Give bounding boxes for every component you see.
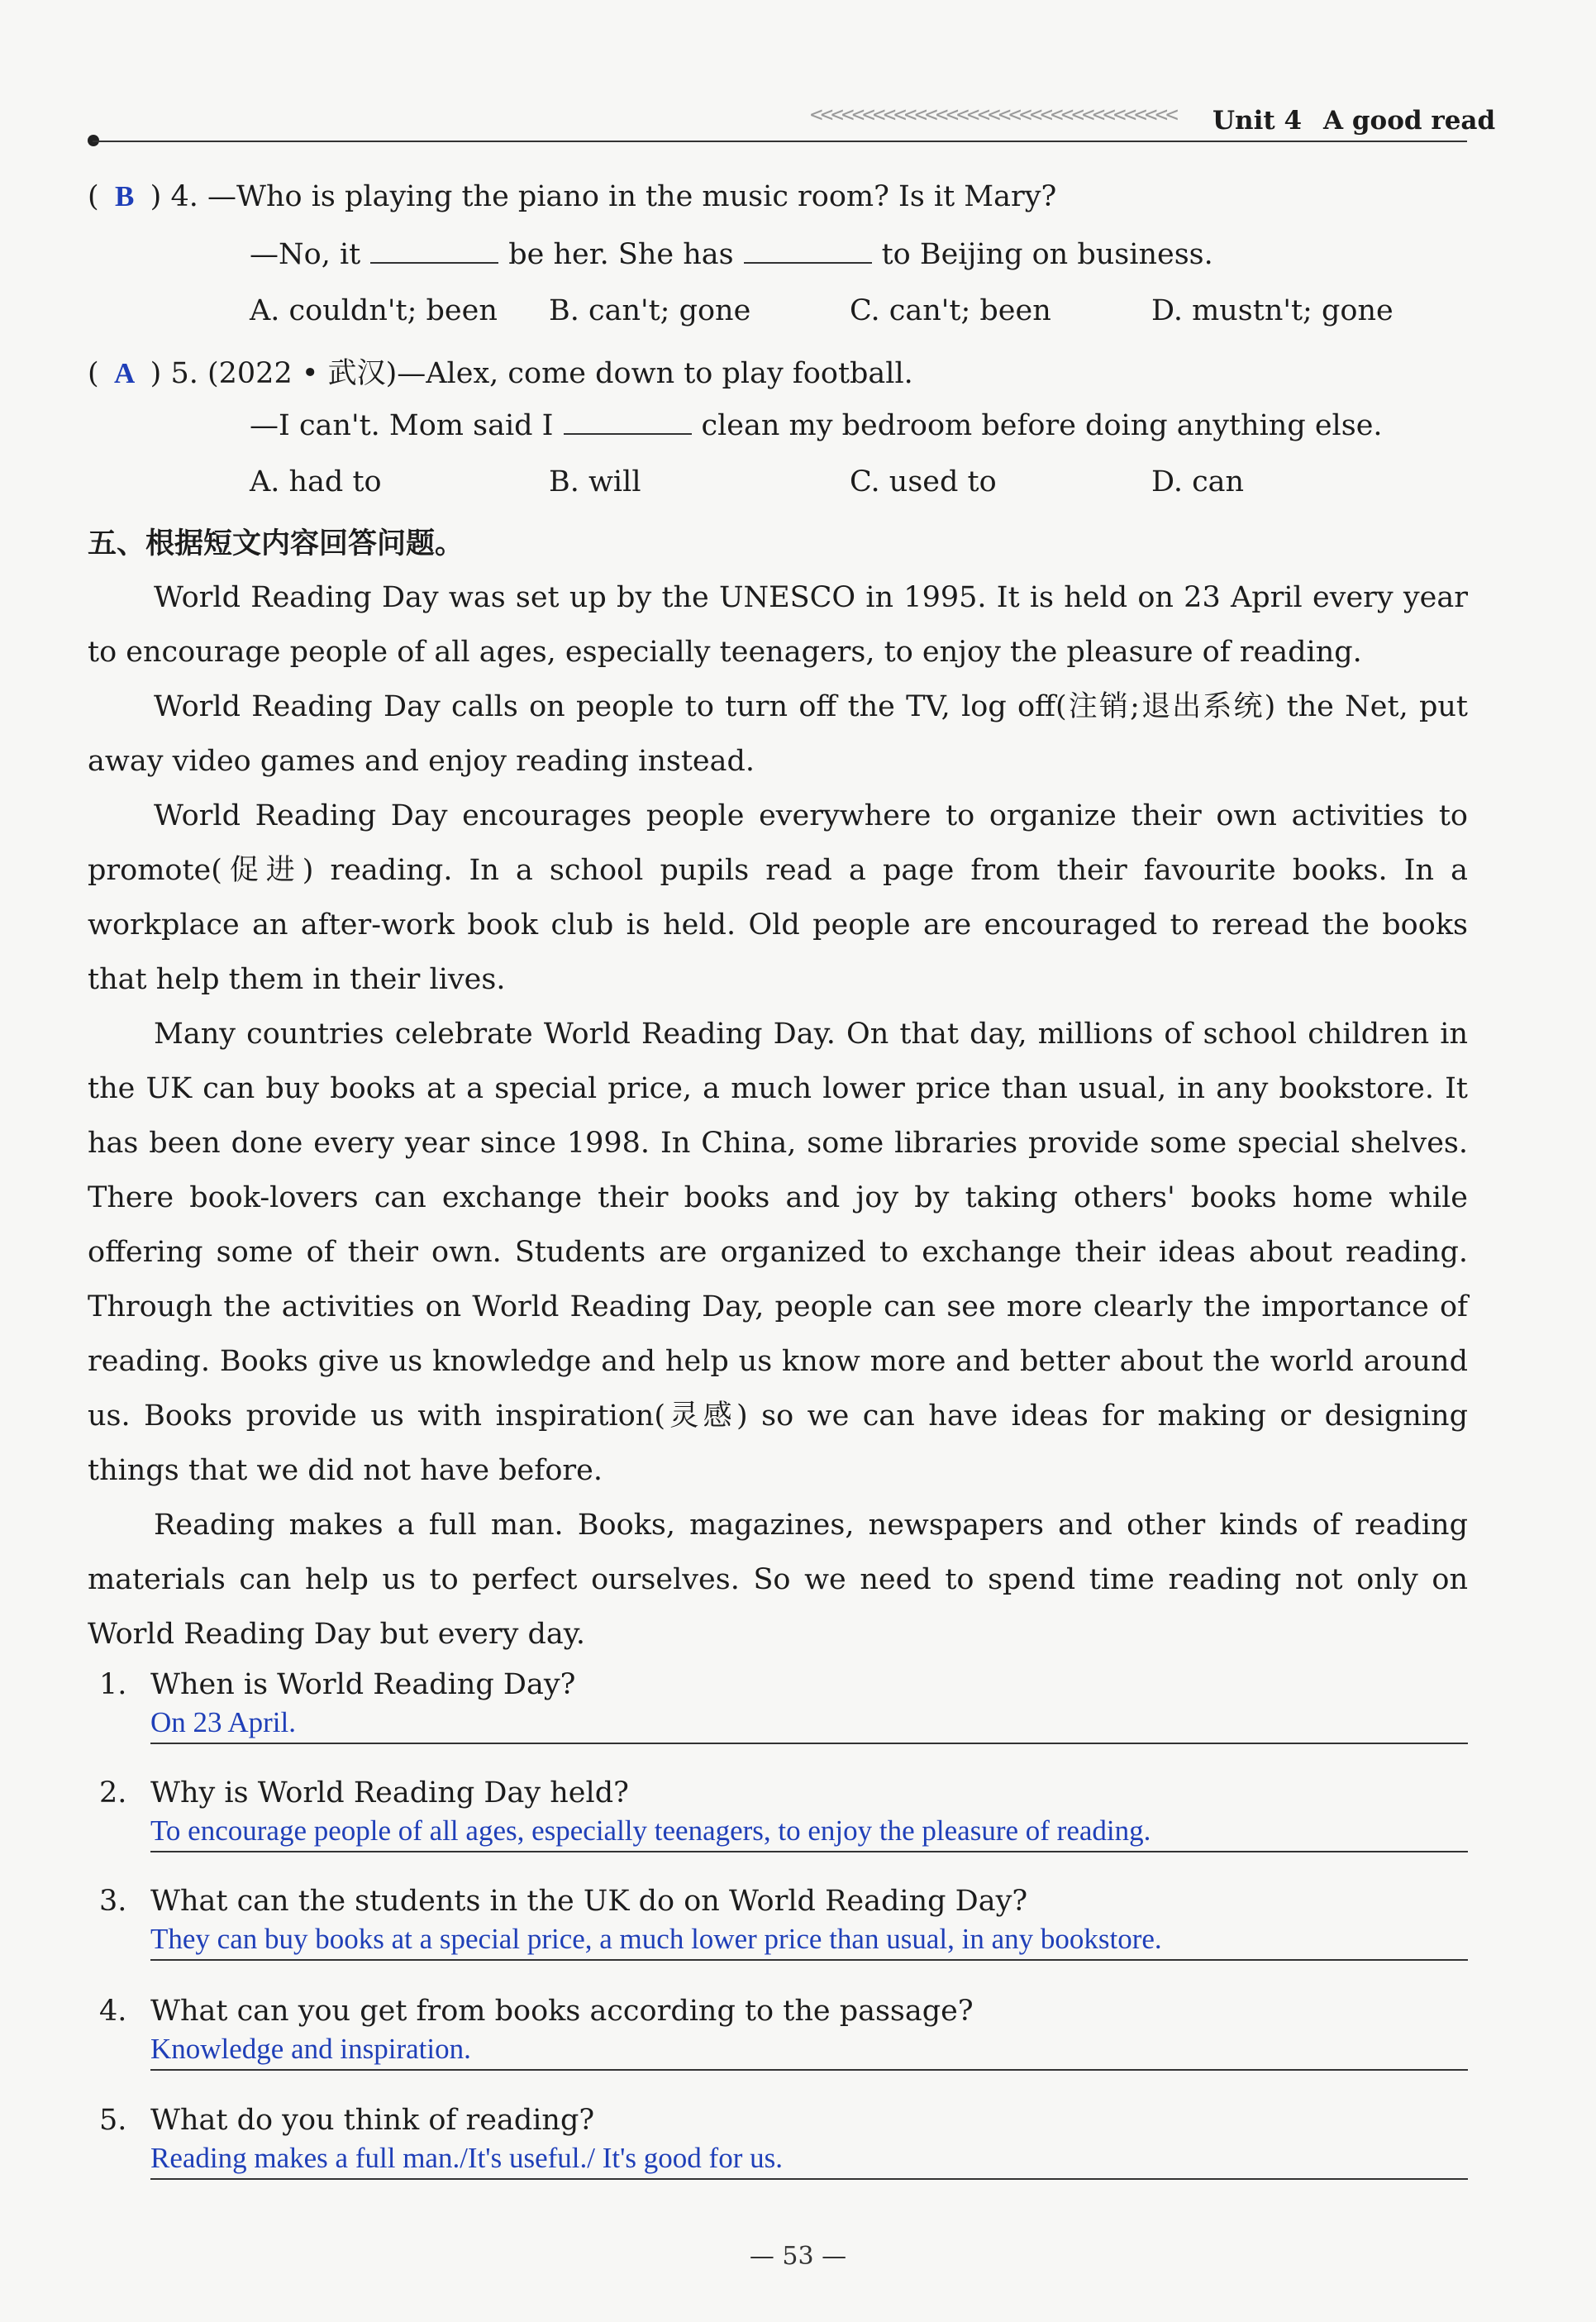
mc-question-4: ( B ) 4. —Who is playing the piano in the music room? Is it Mary?: [88, 180, 1057, 213]
mc4-text-c: to Beijing on business.: [881, 238, 1213, 271]
blank-field[interactable]: [370, 237, 498, 264]
question-1: [99, 1668, 1468, 1701]
mc5-option-c: C. used to: [850, 465, 997, 498]
question-text: What can you get from books according to the passage?: [150, 1995, 974, 2028]
mc4-text-b: be her. She has: [508, 238, 734, 271]
question-number: 2.: [99, 1776, 127, 1809]
passage-paragraph-2: World Reading Day calls on people to turn off the TV, log off(注销;退出系统) the Net, put away video games and enjoy reading instead.: [88, 690, 1468, 778]
question-4: [99, 1995, 1468, 2028]
question-3: [99, 1885, 1468, 1918]
header-decoration: <<<<<<<<<<<<<<<<<<<<<<<<<<<<<<<<<<<: [810, 103, 1176, 127]
mc5-option-b: B. will: [549, 465, 641, 498]
unit-title: A good read: [1323, 106, 1496, 136]
qa-item-5: [99, 2104, 1468, 2180]
passage-paragraph-5: Reading makes a full man. Books, magazines, newspapers and other kinds of reading materials can help us to perfect ourselves. So we need to spend time reading not only on World Reading Day but every day.: [88, 1509, 1468, 1651]
question-number: 1.: [99, 1668, 127, 1701]
mc4-option-c: C. can't; been: [850, 294, 1051, 327]
mc-number-4: 4.: [170, 180, 198, 213]
mc4-option-a: A. couldn't; been: [250, 294, 498, 327]
mc4-text-a: —No, it: [250, 238, 361, 271]
reading-passage: [88, 570, 1468, 1662]
question-text: When is World Reading Day?: [150, 1668, 576, 1701]
question-text: Why is World Reading Day held?: [150, 1776, 629, 1809]
passage-paragraph-4: Many countries celebrate World Reading Day. On that day, millions of school children in the UK can buy books at a special price, a much lower price than usual, in any bookstore. It has been done every year since 1998. In China, some libraries provide some special shelves. There book-lovers can exchange their books and joy by taking others' books home while offering some of their own. Students are organized to exchange their ideas about reading. Through the activities on World Reading Day, people can see more clearly the importance of reading. Books give us knowledge and help us know more and better about the world around us. Books provide us with inspiration(灵感) so we can have ideas for making or designing things that we did not have before.: [88, 1018, 1468, 1487]
mc5-option-a: A. had to: [250, 465, 382, 498]
mc-question-4-line2: [250, 237, 1213, 271]
question-text: What can the students in the UK do on World Reading Day?: [150, 1885, 1028, 1918]
mc-question-4-text: —Who is playing the piano in the music room? Is it Mary?: [207, 180, 1057, 213]
mc5-text-a: —I can't. Mom said I: [250, 409, 554, 442]
mc5-option-d: D. can: [1151, 465, 1245, 498]
mc-answer-4: B: [114, 180, 135, 212]
question-2: [99, 1776, 1468, 1809]
answer-line-3[interactable]: They can buy books at a special price, a much lower price than usual, in any bookstore.: [150, 1923, 1468, 1961]
question-number: 4.: [99, 1995, 127, 2028]
answer-line-2[interactable]: To encourage people of all ages, especially teenagers, to enjoy the pleasure of reading.: [150, 1814, 1468, 1852]
qa-item-1: [99, 1668, 1468, 1744]
mc-question-5-text: (2022 • 武汉)—Alex, come down to play football.: [207, 357, 913, 390]
qa-item-3: [99, 1885, 1468, 1961]
passage-paragraph-1: World Reading Day was set up by the UNESCO in 1995. It is held on 23 April every year to encourage people of all ages, especially teenagers, to enjoy the pleasure of reading.: [88, 581, 1468, 669]
answer-line-4[interactable]: Knowledge and inspiration.: [150, 2033, 1468, 2071]
question-text: What do you think of reading?: [150, 2104, 595, 2137]
question-5: [99, 2104, 1468, 2137]
blank-field[interactable]: [564, 408, 692, 435]
question-number: 3.: [99, 1885, 127, 1918]
mc4-option-d: D. mustn't; gone: [1151, 294, 1394, 327]
mc-answer-5: A: [114, 357, 136, 389]
unit-label: Unit 4: [1212, 106, 1303, 136]
mc-question-5-line2: [250, 408, 1383, 442]
answer-line-1[interactable]: On 23 April.: [150, 1706, 1468, 1744]
qa-item-4: [99, 1995, 1468, 2071]
mc-number-5: 5.: [170, 357, 198, 390]
header-rule: [93, 141, 1467, 142]
answer-line-5[interactable]: Reading makes a full man./It's useful./ It's good for us.: [150, 2142, 1468, 2180]
mc4-option-b: B. can't; gone: [549, 294, 751, 327]
question-number: 5.: [99, 2104, 127, 2137]
header-title: [1212, 106, 1495, 136]
blank-field[interactable]: [744, 237, 872, 264]
page-number: — 53 —: [749, 2242, 847, 2271]
mc-question-5: ( A ) 5. (2022 • 武汉)—Alex, come down to play football.: [88, 357, 913, 390]
mc5-text-b: clean my bedroom before doing anything else.: [701, 409, 1383, 442]
passage-paragraph-3: World Reading Day encourages people everywhere to organize their own activities to promote(促进) reading. In a school pupils read a page from their favourite books. In a workplace an after-work book club is held. Old people are encouraged to reread the books that help them in their lives.: [88, 799, 1468, 996]
qa-item-2: [99, 1776, 1468, 1852]
section-title: 五、根据短文内容回答问题。: [88, 527, 465, 560]
